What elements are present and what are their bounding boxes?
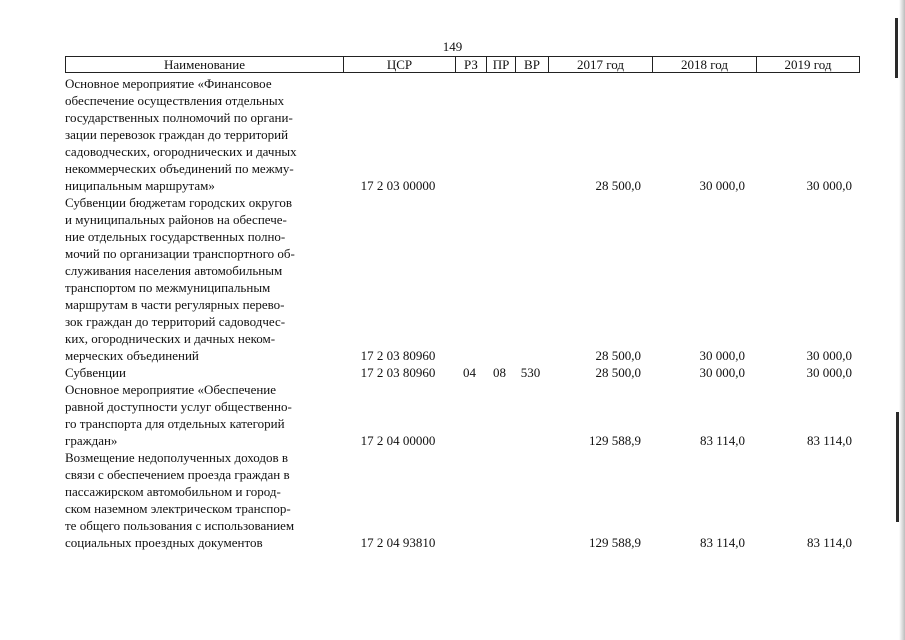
table-body xyxy=(65,75,858,551)
row-name-line: зации перевозок граждан до территорий xyxy=(65,127,289,142)
row-name-line: служивания населения автомобильным xyxy=(65,263,283,278)
header-2017: 2017 год xyxy=(548,57,652,72)
row-2018: 30 000,0 xyxy=(699,178,745,193)
table-row xyxy=(65,364,858,381)
table-row xyxy=(65,194,858,364)
row-name-line: Возмещение недополученных доходов в xyxy=(65,450,289,465)
row-name-line: Субвенции xyxy=(65,365,126,380)
row-name-line: маршрутам в части регулярных перево- xyxy=(65,297,285,312)
row-name-line: мочий по организации транспортного об- xyxy=(65,246,295,261)
row-name-line: обеспечение осуществления отдельных xyxy=(65,93,285,108)
row-name xyxy=(65,381,342,449)
table-row xyxy=(65,75,858,194)
row-name-line: пассажирском автомобильном и город- xyxy=(65,484,281,499)
row-csr: 17 2 04 93810 xyxy=(360,535,436,550)
row-2019: 30 000,0 xyxy=(806,178,852,193)
row-2018: 30 000,0 xyxy=(699,348,745,363)
header-2018: 2018 год xyxy=(652,57,756,72)
row-name-line: граждан» xyxy=(65,433,118,448)
row-2019: 83 114,0 xyxy=(806,433,852,448)
scan-artifact-mark xyxy=(895,18,898,78)
row-name-line: Основное мероприятие «Финансовое xyxy=(65,76,272,91)
header-csr: ЦСР xyxy=(343,57,455,72)
row-2017: 129 588,9 xyxy=(589,535,641,550)
page-number: 149 xyxy=(442,39,463,54)
row-2017: 129 588,9 xyxy=(589,433,641,448)
row-2017: 28 500,0 xyxy=(595,365,641,380)
row-name-line: связи с обеспечением проезда граждан в xyxy=(65,467,290,482)
row-name xyxy=(65,194,342,364)
row-name-line: ких, огороднических и дачных неком- xyxy=(65,331,276,346)
row-name xyxy=(65,364,342,381)
row-2017: 28 500,0 xyxy=(595,178,641,193)
table-row xyxy=(65,449,858,551)
scan-artifact-mark xyxy=(896,412,899,522)
row-name-line: ниципальным маршрутам» xyxy=(65,178,215,193)
row-name-line: садоводческих, огороднических и дачных xyxy=(65,144,297,159)
row-pr: 08 xyxy=(493,365,506,380)
row-csr: 17 2 03 80960 xyxy=(360,365,436,380)
row-name-line: равной доступности услуг общественно- xyxy=(65,399,292,414)
table-header xyxy=(65,56,860,73)
row-2019: 83 114,0 xyxy=(806,535,852,550)
row-csr: 17 2 04 00000 xyxy=(360,433,436,448)
row-name-line: социальных проездных документов xyxy=(65,535,263,550)
row-rz: 04 xyxy=(463,365,476,380)
row-csr: 17 2 03 00000 xyxy=(360,178,436,193)
row-name-line: го транспорта для отдельных категорий xyxy=(65,416,285,431)
scan-edge-shadow xyxy=(899,0,905,640)
row-vr: 530 xyxy=(520,365,541,380)
header-pr: ПР xyxy=(486,57,515,72)
row-name-line: некоммерческих объединений по межму- xyxy=(65,161,294,176)
row-name-line: транспортом по межмуниципальным xyxy=(65,280,271,295)
row-name-line: те общего пользования с использованием xyxy=(65,518,295,533)
row-csr: 17 2 03 80960 xyxy=(360,348,436,363)
header-2019: 2019 год xyxy=(756,57,859,72)
row-name-line: Субвенции бюджетам городских округов xyxy=(65,195,292,210)
row-2017: 28 500,0 xyxy=(595,348,641,363)
row-name-line: ском наземном электрическом транспор- xyxy=(65,501,291,516)
row-name-line: Основное мероприятие «Обеспечение xyxy=(65,382,277,397)
row-name xyxy=(65,449,342,551)
header-name: Наименование xyxy=(164,57,245,72)
row-2019: 30 000,0 xyxy=(806,348,852,363)
row-2018: 83 114,0 xyxy=(699,535,745,550)
row-name-line: мерческих объединений xyxy=(65,348,199,363)
row-2019: 30 000,0 xyxy=(806,365,852,380)
row-2018: 83 114,0 xyxy=(699,433,745,448)
row-name-line: и муниципальных районов на обеспече- xyxy=(65,212,287,227)
row-2018: 30 000,0 xyxy=(699,365,745,380)
row-name-line: государственных полномочий по органи- xyxy=(65,110,293,125)
header-rz: РЗ xyxy=(455,57,486,72)
row-name xyxy=(65,75,342,194)
table-row xyxy=(65,381,858,449)
row-name-line: ние отдельных государственных полно- xyxy=(65,229,286,244)
header-vr: ВР xyxy=(515,57,548,72)
row-name-line: зок граждан до территорий садоводчес- xyxy=(65,314,286,329)
